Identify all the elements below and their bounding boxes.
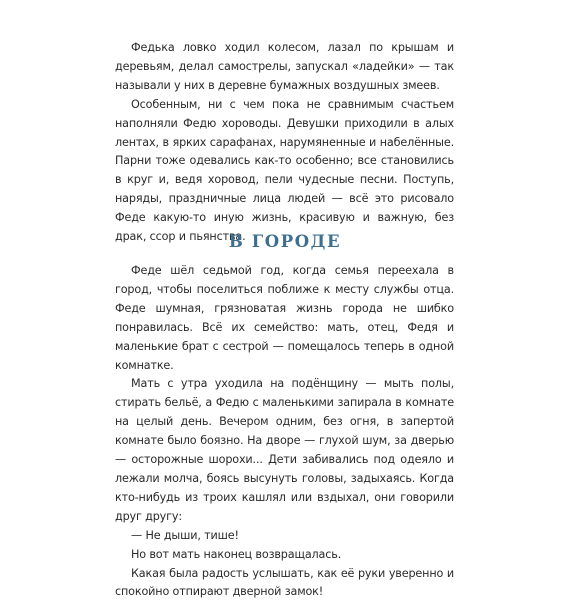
paragraph: Феде шёл седьмой год, когда семья переехала в город, чтобы поселиться поближе к месту службы отца. Феде шумная, грязноватая жизнь города не шибко понравилась. Всё их семейство: мать, отец, Федя и маленькие брат с сестрой — помещалось теперь в одной комнатке. <box>115 262 454 375</box>
paragraph: Мать с утра уходила на подёнщину — мыть полы, стирать бельё, а Федю с маленькими запирала в комнате на целый день. Вечером одним, без огня, в запертой комнате было боязно. На дворе — глухой шум, за дверью — осторожные шорохи... Дети забивались под одеяло и лежали молча, боясь высунуть головы, задыхаясь. Когда кто-нибудь из троих кашлял или вздыхал, они говорили друг другу: <box>115 375 454 526</box>
paragraph: Какая была радость услышать, как её руки уверенно и спокойно отпирают дверной замок! <box>115 565 454 602</box>
text-section-top <box>115 39 454 247</box>
paragraph: Федька ловко ходил колесом, лазал по крышам и деревьям, делал самострелы, запускал «ладейки» — так называли у них в деревне бумажных воздушных змеев. <box>115 39 454 96</box>
paragraph: Но вот мать наконец возвращалась. <box>115 546 454 565</box>
paragraph: Особенным, ни с чем пока не сравнимым счастьем наполняли Федю хороводы. Девушки приходили в алых лентах, в ярких сарафанах, нарумяненные и набелённые. Парни тоже одевались как-то особенно; все становились в круг и, ведя хоровод, пели чудесные песни. Поступь, наряды, праздничные лица людей — всё это рисовало Феде какую-то иную жизнь, красивую и важную, без драк, ссор и пьянства. <box>115 96 454 247</box>
chapter-title: В ГОРОДЕ <box>0 231 570 253</box>
text-section-bottom <box>115 262 454 602</box>
paragraph: — Не дыши, тише! <box>115 527 454 546</box>
